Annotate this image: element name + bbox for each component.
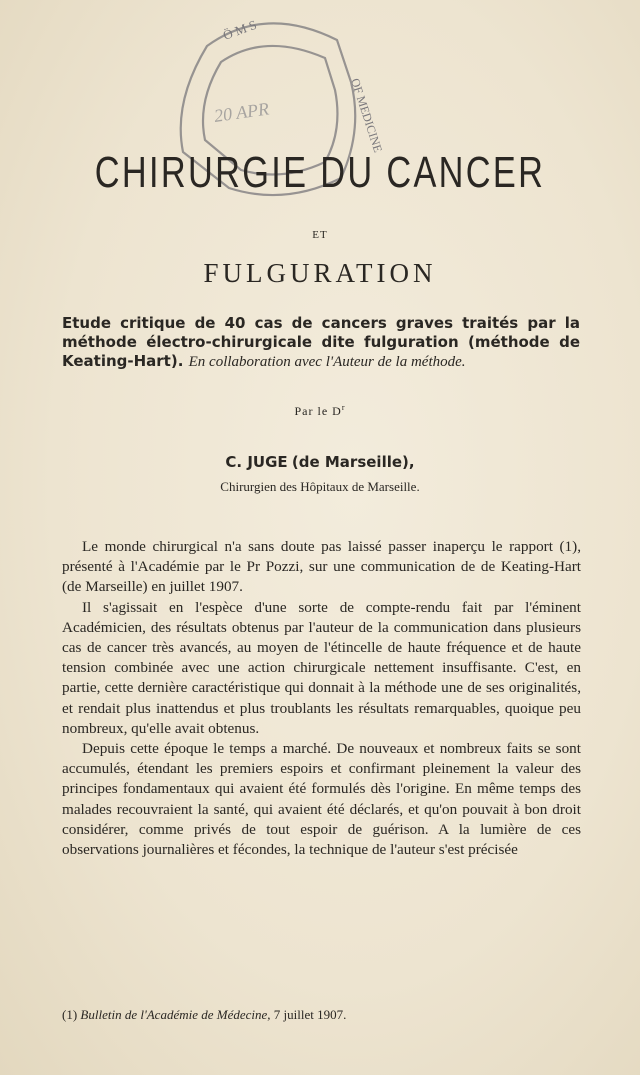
- stamp-text-right: OF MEDICINE: [348, 76, 386, 155]
- footnote-date: 7 juillet 1907.: [273, 1007, 347, 1022]
- footnote: [62, 1007, 581, 1023]
- subtitle-italic: En collaboration avec l'Auteur de la méthode.: [188, 354, 466, 370]
- body-text: [62, 537, 581, 860]
- stamp-text-inner: 20 APR: [212, 98, 271, 126]
- byline-par-sup: r: [341, 403, 346, 412]
- author-place: (de Marseille),: [291, 453, 415, 471]
- title-line-1: CHIRURGIE DU CANCER: [94, 148, 546, 197]
- byline-par-text: Par le D: [294, 404, 342, 418]
- paragraph-2: Il s'agissait en l'espèce d'une sorte de compte-rendu fait par l'éminent Académicien, des résultats obtenus par l'auteur de la communication dans plusieurs cas de cancer très avancés, au moyen de l'étincelle de haute fréquence et de haute tension combinée avec une action chirurgicale nettement insuffisante. C'est, en partie, cette dernière caractéristique qui donnait à la méthode une de ses originalités, et rendait plus inattendus et plus troublants les résultats remarquables, quoique peu nombreux, qu'elle avait obtenus.: [62, 598, 581, 737]
- author-affiliation: Chirurgien des Hôpitaux de Marseille.: [220, 479, 420, 494]
- author-line: [0, 452, 640, 472]
- subtitle-bold: Etude critique de 40 cas de cancers graves traités par la méthode électro-chirurgicale dite fulguration (méthode de Keating-Hart).: [62, 314, 580, 370]
- title-conjunction: ET: [312, 229, 328, 241]
- title-line-2: FULGURATION: [203, 258, 437, 288]
- subtitle: [62, 314, 580, 372]
- author-name: C. JUGE: [225, 453, 288, 471]
- footnote-source: Bulletin de l'Académie de Médecine,: [80, 1007, 271, 1022]
- byline-par: [0, 404, 640, 419]
- paragraph-1: Le monde chirurgical n'a sans doute pas laissé passer inaperçu le rapport (1), présenté à l'Académie par le Pr Pozzi, sur une communication de de Keating-Hart (de Marseille) en juillet 1907.: [62, 538, 581, 596]
- stamp-text-top: Ö M S: [220, 16, 259, 43]
- footnote-marker: (1): [62, 1007, 78, 1022]
- paragraph-3: Depuis cette époque le temps a marché. De nouveaux et nombreux faits se sont accumulés, étendant les premiers espoirs et confirmant pleinement la valeur des principes fondamentaux qui avaient été formulés dès l'origine. En même temps des malades recouvraient la santé, qui avaient été déclarés, et qu'on pouvait à bon droit considérer, comme privés de tout espoir de guérison. A la lumière de ces observations journalières et fécondes, la technique de l'auteur s'est précisée: [62, 740, 581, 859]
